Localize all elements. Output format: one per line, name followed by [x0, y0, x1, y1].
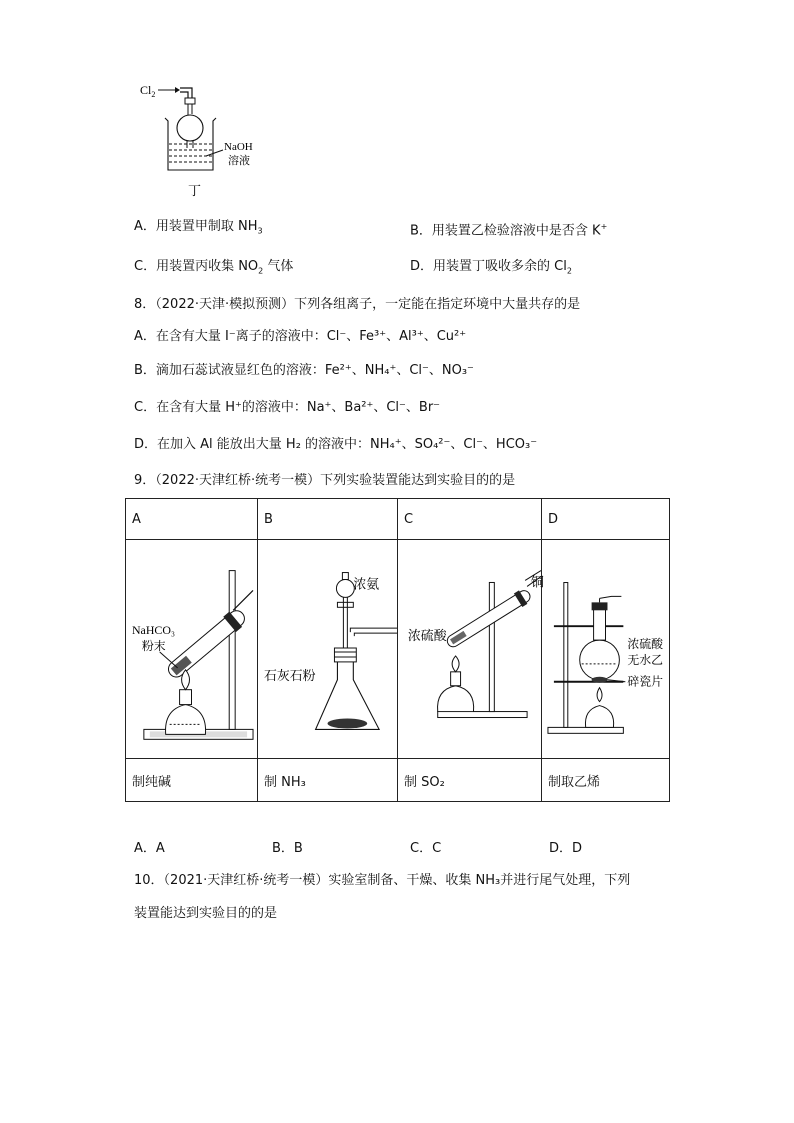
- q8-option-a: A．在含有大量 I⁻离子的溶液中：Cl⁻、Fe³⁺、Al³⁺、Cu²⁺: [134, 329, 467, 344]
- q8-option-d: D．在加入 Al 能放出大量 H₂ 的溶液中：NH₄⁺、SO₄²⁻、Cl⁻、HCO₃⁻: [134, 437, 538, 452]
- header-d: D: [542, 499, 670, 540]
- q9-answer-b: B．B: [272, 841, 303, 856]
- flask-dropping-funnel-diagram: [258, 540, 397, 758]
- caption-a: 制纯碱: [126, 759, 258, 802]
- conc-ammonia-label: 浓氨: [353, 577, 380, 592]
- header-b: B: [258, 499, 398, 540]
- q7-option-d: D．用装置丁吸收多余的 $Cl_2$: [410, 259, 572, 276]
- q9-stem: 9．（2022·天津红桥·统考一模）下列实验装置能达到实验目的的是: [134, 473, 516, 488]
- caption-d: 制取乙烯: [542, 759, 670, 802]
- q7-option-b: B．用装置乙检验溶液中是否含 K+: [410, 222, 608, 239]
- apparatus-a: [126, 540, 258, 759]
- figure-caption-ding: 丁: [188, 183, 202, 198]
- solution-label: 溶液: [228, 155, 250, 167]
- q10-stem-line1: 10．（2021·天津红桥·统考一模）实验室制备、干燥、收集 NH₃并进行尾气处理，下列: [134, 873, 631, 888]
- q8-stem: 8．（2022·天津·模拟预测）下列各组离子，一定能在指定环境中大量共存的是: [134, 297, 581, 312]
- caption-b: 制 NH₃: [258, 759, 398, 802]
- conc-h2so4-label-d: 浓硫酸: [627, 637, 664, 652]
- conc-h2so4-label: 浓硫酸: [407, 629, 447, 644]
- beaker-apparatus-diagram: [138, 78, 278, 203]
- anhydrous-ethanol-label: 无水乙: [627, 652, 664, 667]
- limestone-label: 石灰石粉: [263, 668, 316, 683]
- apparatus-b: [258, 540, 398, 759]
- copper-label: 铜: [531, 575, 544, 590]
- powder-label: 粉末: [141, 638, 166, 653]
- q7-option-c: C．用装置丙收集 $NO_2$ 气体: [134, 259, 294, 276]
- naoh-label: NaOH: [224, 141, 253, 153]
- q8-option-b: B．滴加石蕊试液显红色的溶液：Fe²⁺、NH₄⁺、Cl⁻、NO₃⁻: [134, 363, 474, 378]
- cl2-label: $Cl_2$: [140, 83, 156, 99]
- nahco3-label: NaHCO₃: [131, 623, 176, 638]
- experiment-table: [125, 498, 670, 802]
- so2-generation-diagram: [398, 540, 544, 758]
- header-a: A: [126, 499, 258, 540]
- q10-stem-line2: 装置能达到实验目的的是: [134, 906, 278, 921]
- q7-option-a: A．用装置甲制取 $NH_3$: [134, 219, 263, 236]
- caption-c: 制 SO₂: [398, 759, 542, 802]
- q9-answer-a: A．A: [134, 841, 165, 856]
- heating-test-tube-diagram: [126, 540, 257, 758]
- apparatus-d: [542, 540, 670, 759]
- q9-answer-d: D．D: [549, 841, 583, 856]
- q9-answer-c: C．C: [410, 841, 442, 856]
- figure-ding-cl2-absorption: [138, 78, 278, 203]
- porcelain-chips-label: 碎瓷片: [627, 674, 664, 689]
- header-c: C: [398, 499, 542, 540]
- q8-option-c: C．在含有大量 H⁺的溶液中：Na⁺、Ba²⁺、Cl⁻、Br⁻: [134, 400, 441, 415]
- ethylene-generation-diagram: [542, 540, 669, 758]
- apparatus-c: [398, 540, 542, 759]
